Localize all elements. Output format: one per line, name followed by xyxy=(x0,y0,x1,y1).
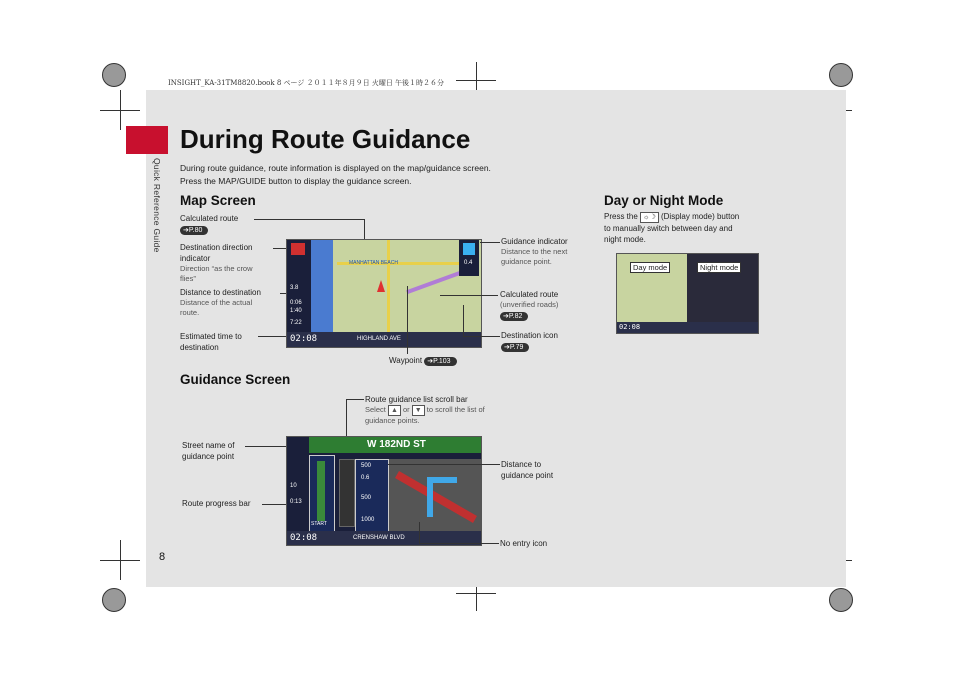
page-ref[interactable]: ➔P.103 xyxy=(424,357,456,366)
distance-gp-callout: Distance to guidance point xyxy=(501,460,554,480)
page-ref[interactable]: ➔P.79 xyxy=(501,343,529,352)
page-title: During Route Guidance xyxy=(180,124,471,154)
section-tab xyxy=(126,126,168,154)
page-ref[interactable]: ➔P.82 xyxy=(500,312,528,321)
guidance-screen-heading: Guidance Screen xyxy=(180,372,291,387)
print-header: INSIGHT_KA-31TM8820.book 8 ページ ２０１１年８月９日 火曜日 午後１時２６分 xyxy=(168,79,445,87)
guidance-screen-image: W 182ND ST 10 0:13 START 500 0.6 500 1000 02:08 CRENSHAW BLVD xyxy=(286,436,482,546)
registration-mark xyxy=(829,588,853,612)
day-night-screen-image: 02:08 Day mode Night mode xyxy=(616,253,759,334)
day-mode-label: Day mode xyxy=(630,262,670,273)
intro-text: During route guidance, route information is displayed on the map/guidance screen. Press the MAP/GUIDE button to display the guidance screen. xyxy=(180,163,491,186)
dist-dest-callout: Distance to destination Distance of the actual route. xyxy=(180,288,261,317)
up-arrow-icon: ▲ xyxy=(388,405,401,416)
street-name-callout: Street name of guidance point xyxy=(182,441,235,461)
page-number: 8 xyxy=(159,551,166,563)
down-arrow-icon: ▼ xyxy=(412,405,425,416)
night-mode-label: Night mode xyxy=(697,262,741,273)
registration-mark xyxy=(102,588,126,612)
progress-bar-callout: Route progress bar xyxy=(182,499,251,508)
no-entry-callout: No entry icon xyxy=(500,539,548,548)
dest-direction-callout: Destination direction indicator Direction “as the crow flies” xyxy=(180,243,253,283)
day-night-text: Press the ☼☽ (Display mode) button to manually switch between day and night mode. xyxy=(604,212,740,244)
calc-route-unverified-callout: Calculated route (unverified roads) ➔P.82 xyxy=(500,290,559,320)
registration-mark xyxy=(829,63,853,87)
registration-mark xyxy=(102,63,126,87)
page-ref[interactable]: ➔P.80 xyxy=(180,226,208,235)
crop-line xyxy=(120,540,121,580)
dest-icon-callout: Destination icon ➔P.79 xyxy=(501,331,558,351)
calc-route-callout: Calculated route ➔P.80 xyxy=(180,214,239,234)
scroll-bar-callout: Route guidance list scroll bar Select ▲ or ▼ to scroll the list of guidance points. xyxy=(365,395,485,425)
crop-line xyxy=(120,90,121,130)
day-night-heading: Day or Night Mode xyxy=(604,193,724,208)
est-time-callout: Estimated time to destination xyxy=(180,332,242,352)
side-label: Quick Reference Guide xyxy=(152,158,162,253)
map-screen-heading: Map Screen xyxy=(180,193,256,208)
guidance-indicator-callout: Guidance indicator Distance to the next guidance point. xyxy=(501,237,568,266)
display-mode-icon: ☼☽ xyxy=(640,212,659,223)
map-screen-image: MANHATTAN BEACH 3.8 0:06 1:40 7:22 0.4 02:08 HIGHLAND AVE xyxy=(286,239,482,348)
waypoint-callout: Waypoint ➔P.103 xyxy=(389,355,457,366)
